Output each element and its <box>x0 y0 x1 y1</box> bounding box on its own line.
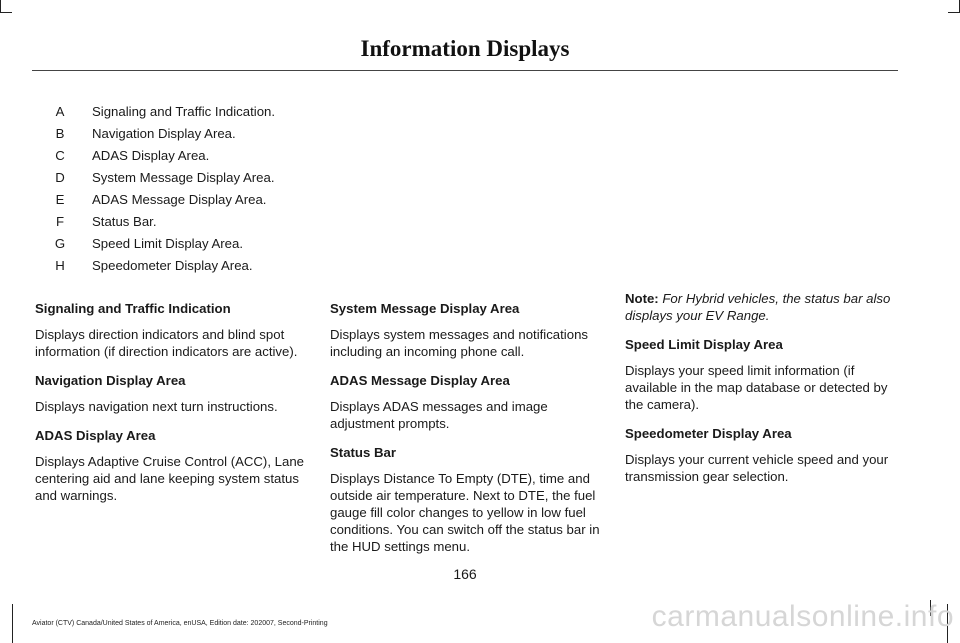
legend-text: ADAS Message Display Area. <box>92 192 267 207</box>
crop-mark <box>948 12 960 13</box>
section-text: Displays your speed limit information (if available in the map database or detected by the camera). <box>625 363 888 412</box>
legend-item <box>50 236 275 258</box>
legend-letter: B <box>55 126 65 141</box>
column-left <box>35 300 307 516</box>
header-divider <box>32 70 898 71</box>
legend-item <box>50 104 275 126</box>
legend-item <box>50 192 275 214</box>
legend-text: System Message Display Area. <box>92 170 275 185</box>
note-text: For Hybrid vehicles, the status bar also displays your EV Range. <box>625 291 891 323</box>
page-title: Information Displays <box>360 36 570 61</box>
legend-item <box>50 126 275 148</box>
section-heading: ADAS Display Area <box>35 428 156 443</box>
section-heading: Speed Limit Display Area <box>625 337 783 352</box>
legend-text: Navigation Display Area. <box>92 126 236 141</box>
watermark: carmanualsonline.info <box>651 600 954 633</box>
section-heading: System Message Display Area <box>330 301 520 316</box>
section-text: Displays direction indicators and blind spot information (if direction indicators are active). <box>35 327 298 359</box>
callout-legend <box>50 104 275 280</box>
legend-item <box>50 258 275 280</box>
section-text: Displays ADAS messages and image adjustment prompts. <box>330 399 548 431</box>
page-number: 166 <box>453 566 477 582</box>
section-text: Displays Distance To Empty (DTE), time and outside air temperature. Next to DTE, the fuel gauge fill color changes to yellow in low fuel conditions. You can switch off the status bar in the HUD settings menu. <box>330 471 600 554</box>
note <box>625 290 897 324</box>
section-heading: Navigation Display Area <box>35 373 186 388</box>
section-text: Displays your current vehicle speed and your transmission gear selection. <box>625 452 889 484</box>
legend-letter: H <box>55 258 65 273</box>
section-heading: Speedometer Display Area <box>625 426 792 441</box>
section-text: Displays Adaptive Cruise Control (ACC), Lane centering aid and lane keeping system status and warnings. <box>35 454 304 503</box>
legend-item <box>50 148 275 170</box>
section-heading: Signaling and Traffic Indication <box>35 301 231 316</box>
legend-text: Speedometer Display Area. <box>92 258 253 273</box>
legend-text: Signaling and Traffic Indication. <box>92 104 276 119</box>
legend-letter: C <box>55 148 65 163</box>
legend-text: ADAS Display Area. <box>92 148 210 163</box>
section-heading: ADAS Message Display Area <box>330 373 510 388</box>
crop-mark <box>12 604 13 643</box>
footer-edition: Aviator (CTV) Canada/United States of America, enUSA, Edition date: 202007, Second-Printing <box>32 620 328 627</box>
legend-letter: A <box>55 104 65 119</box>
legend-text: Speed Limit Display Area. <box>92 236 243 251</box>
legend-item <box>50 170 275 192</box>
legend-letter: E <box>55 192 65 207</box>
crop-mark <box>0 12 12 13</box>
crop-mark <box>0 0 1 12</box>
column-middle <box>330 300 602 567</box>
legend-letter: G <box>54 236 66 251</box>
column-right <box>625 290 897 497</box>
section-heading: Status Bar <box>330 445 396 460</box>
legend-text: Status Bar. <box>92 214 157 229</box>
section-text: Displays system messages and notifications including an incoming phone call. <box>330 327 588 359</box>
note-label: Note: <box>625 291 659 306</box>
legend-letter: F <box>55 214 65 229</box>
section-text: Displays navigation next turn instructions. <box>35 399 278 414</box>
legend-item <box>50 214 275 236</box>
legend-letter: D <box>55 170 65 185</box>
